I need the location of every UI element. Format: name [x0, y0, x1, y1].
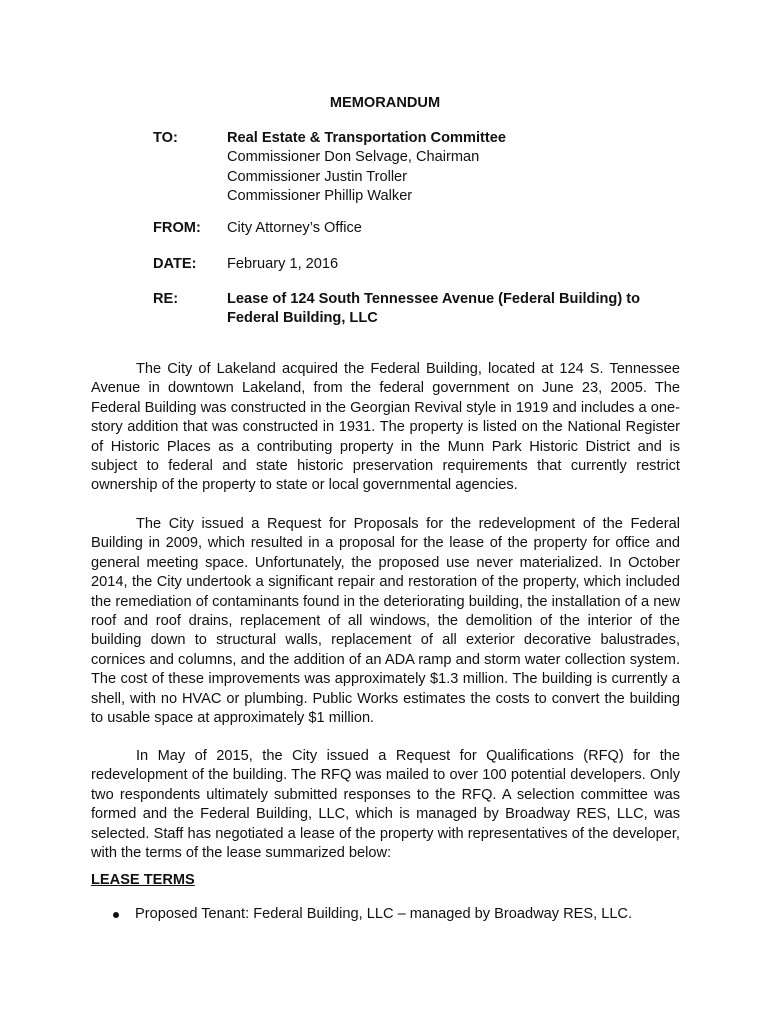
re-line-1: Lease of 124 South Tennessee Avenue (Federal Building) to — [227, 291, 641, 307]
re-line-2: Federal Building, LLC — [227, 310, 378, 327]
lease-term-text: Proposed Tenant: Federal Building, LLC – managed by Broadway RES, LLC. — [135, 906, 633, 922]
to-line-committee: Real Estate & Transportation Committee — [227, 130, 506, 146]
re-label — [153, 290, 178, 309]
paragraph-acquisition: The City of Lakeland acquired the Federal Building, located at 124 S. Tennessee Avenue in downtown Lakeland, from the federal government on June 23, 2005. The Federal Building was constructed in the Georgian Revival style in 1919 and includes a one-story addition that was constructed in 1931. The property is listed on the National Register of Historic Places as a contributing property in the Munn Park Historic District and is subject to federal and state historic preservation requirements that currently restrict ownership of the property to state or local governmental agencies. — [91, 361, 680, 494]
lease-terms-list — [91, 905, 691, 924]
to-line-chairman: Commissioner Don Selvage, Chairman — [227, 149, 480, 166]
from-label-text: FROM: — [153, 220, 201, 236]
re-subject — [227, 290, 687, 329]
from-label — [153, 219, 201, 238]
paragraph-restoration: The City issued a Request for Proposals for the redevelopment of the Federal Building in 2009, which resulted in a proposal for the lease of the property for office and general meeting space. Unfortunately, the proposed use never materialized. In October 2014, the City undertook a significant repair and restoration of the property, which included the remediation of contaminants found in the deteriorating building, the installation of a new roof and roof drains, replacement of all windows, the demolition of the interior of the building down to structural walls, replacement of all exterior decorative balustrades, cornices and columns, and the addition of an ADA ramp and storm water collection system. The cost of these improvements was approximately $1.3 million. The building is currently a shell, with no HVAC or plumbing. Public Works estimates the costs to convert the building to usable space at approximately $1 million. — [91, 516, 680, 727]
list-item — [91, 905, 691, 924]
from-value: City Attorney’s Office — [227, 220, 362, 236]
to-line-commissioner-troller: Commissioner Justin Troller — [227, 168, 408, 185]
date-label — [153, 255, 197, 274]
memo-title: MEMORANDUM — [329, 95, 441, 111]
re-label-text: RE: — [153, 291, 179, 307]
to-recipients — [227, 129, 687, 207]
to-label — [153, 129, 178, 148]
lease-terms-heading: LEASE TERMS — [91, 872, 195, 888]
date-value: February 1, 2016 — [227, 256, 339, 272]
bullet-icon — [113, 912, 119, 918]
to-label-text: TO: — [153, 130, 178, 146]
date-label-text: DATE: — [153, 256, 197, 272]
to-line-commissioner-walker: Commissioner Phillip Walker — [227, 188, 413, 205]
paragraph-rfq: In May of 2015, the City issued a Request for Qualifications (RFQ) for the redevelopment of the building. The RFQ was mailed to over 100 potential developers. Only two respondents ultimately submitted responses to the RFQ. A selection committee was formed and the Federal Building, LLC, which is managed by Broadway RES, LLC, was selected. Staff has negotiated a lease of the property with representatives of the developer, with the terms of the lease summarized below: — [91, 748, 680, 862]
